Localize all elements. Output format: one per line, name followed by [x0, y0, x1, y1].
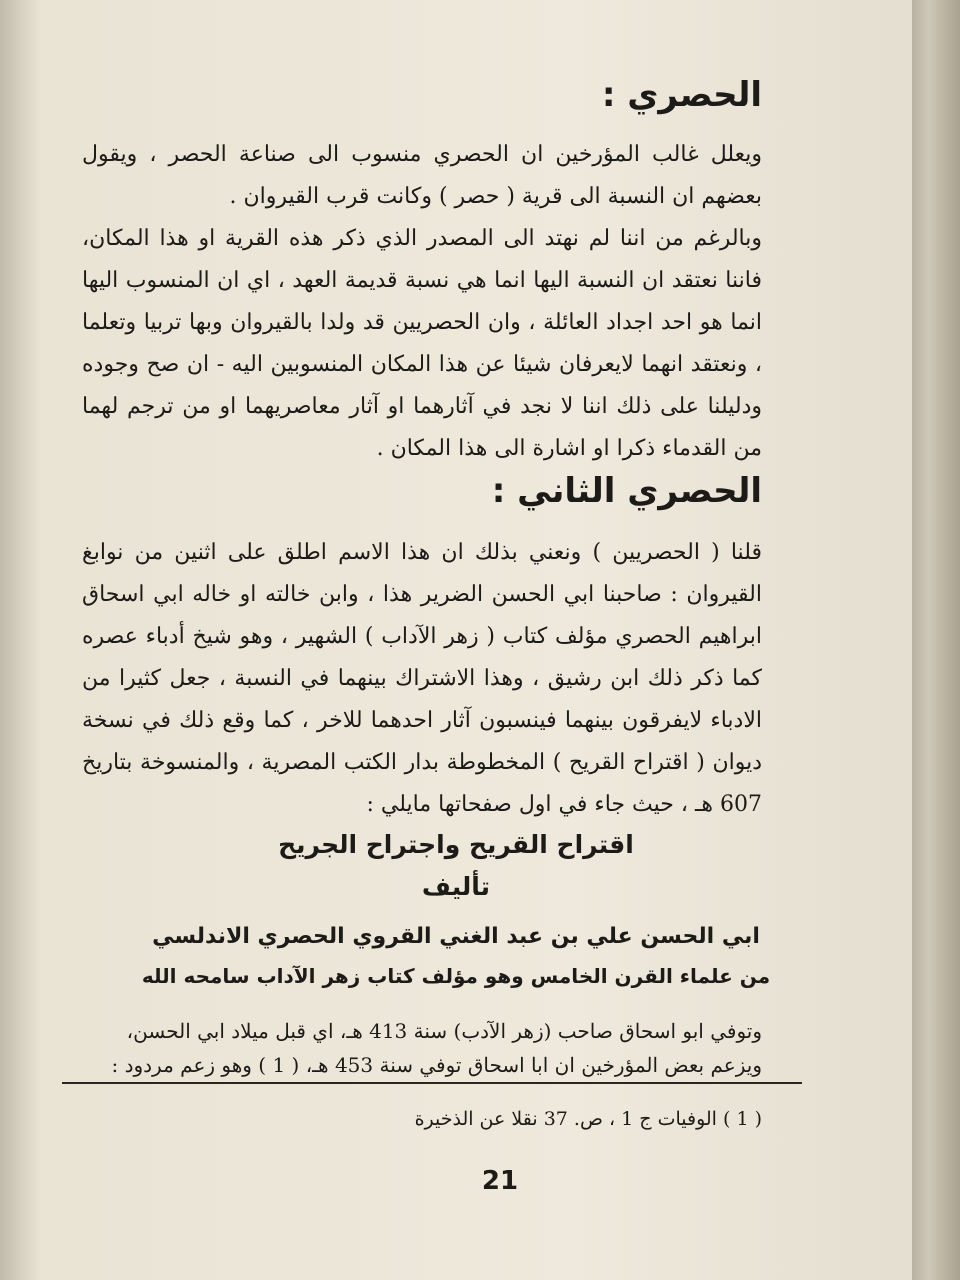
section-heading-second-hosri: الحصري الثاني :	[491, 471, 762, 511]
manuscript-authored-by: تأليف	[421, 872, 491, 901]
adjacent-page-edge	[912, 0, 960, 1280]
manuscript-author: ابي الحسن علي بن عبد الغني القروي الحصري الاندلسي	[152, 924, 760, 949]
manuscript-note: من علماء القرن الخامس وهو مؤلف كتاب زهر الآداب سامحه الله	[141, 964, 771, 988]
paragraph-origin-of-name: ويعلل غالب المؤرخين ان الحصري منسوب الى صناعة الحصر ، ويقول بعضهم ان النسبة الى قرية ( حصر ) وكانت قرب القيروان .	[82, 142, 762, 209]
section-heading-hosri: الحصري :	[601, 75, 762, 115]
closing-line-claim: ويزعم بعض المؤرخين ان ابا اسحاق توفي سنة 453 هـ، ( 1 ) وهو زعم مردود :	[111, 1053, 762, 1077]
footnote-divider	[62, 1082, 802, 1084]
closing-line-death-date: وتوفي ابو اسحاق صاحب (زهر الآدب) سنة 413 هـ، اي قبل ميلاد ابي الحسن،	[126, 1019, 762, 1043]
paragraph-two-hosris: قلنا ( الحصريين ) ونعني بذلك ان هذا الاسم اطلق على اثنين من نوابغ القيروان : صاحبنا ابي الحسن الضرير هذا ، وابن خالته او خاله ابي اسحاق ابراهيم الحصري مؤلف كتاب ( زهر الآداب ) الشهير ، وهو شيخ أدباء عصره كما ذكر ذلك ابن رشيق ، وهذا الاشتراك بينهما في النسبة ، جعل كثيرا من الادباء لايفرقون بينهما فينسبون آثار احدهما للاخر ، كما وقع ذلك في نسخة ديوان ( اقتراح القريح ) المخطوطة بدار الكتب المصرية ، والمنسوخة بتاريخ 607 هـ ، حيث جاء في اول صفحاتها مايلي :	[82, 540, 762, 817]
manuscript-title: اقتراح القريح واجتراح الجريح	[278, 830, 634, 859]
paragraph-village-argument: وبالرغم من اننا لم نهتد الى المصدر الذي ذكر هذه القرية او هذا المكان، فاننا نعتقد ان النسبة اليها انما هي نسبة قديمة العهد ، اي ان المنسوب اليها انما هو احد اجداد العائلة ، وان الحصريين قد ولدا بالقيروان وبها تربيا وتعلما ، ونعتقد انهما لايعرفان شيئا عن هذا المكان المنسوبين اليه - ان صح وجوده ودليلنا على ذلك اننا لا نجد في آثارهما او آثار معاصريهما او من ترجم لهما من القدماء ذكرا او اشارة الى هذا المكان .	[82, 226, 762, 461]
footnote: ( 1 ) الوفيات ج 1 ، ص. 37 نقلا عن الذخيرة	[414, 1108, 762, 1130]
page-number: 21	[481, 1166, 519, 1196]
